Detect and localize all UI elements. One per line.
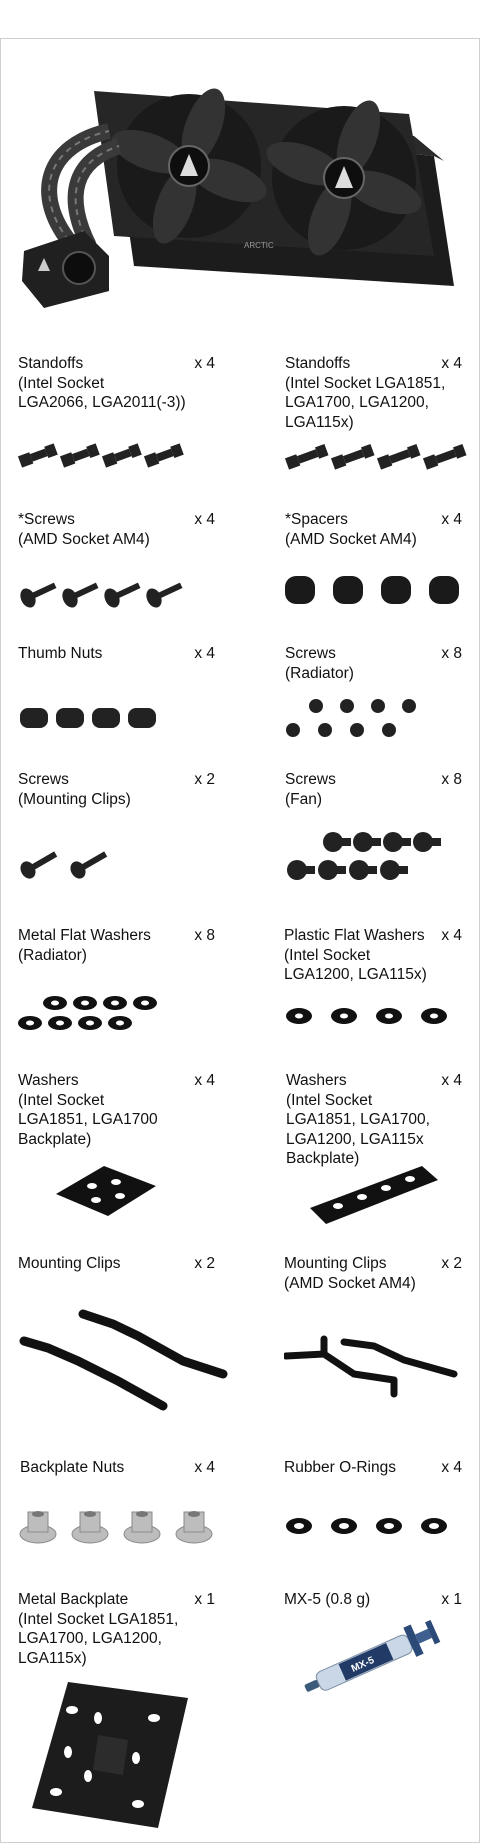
- item-quantity: x 1: [194, 1591, 215, 1608]
- item-title: Washers (Intel Socket LGA1851, LGA1700, LGA1200, LGA115x Backplate): [286, 1072, 430, 1167]
- strip-washer-image: [310, 1166, 440, 1224]
- mx5-syringe-image: [300, 1620, 450, 1700]
- fan-screws-image: [283, 828, 443, 884]
- item-quantity: x 4: [194, 1459, 215, 1476]
- item-quantity: x 2: [194, 771, 215, 788]
- item-plastic-flat-washers: [284, 926, 462, 991]
- metal-backplate-image: [28, 1680, 188, 1830]
- item-quantity: x 4: [441, 1072, 462, 1089]
- item-mounting-clips: [18, 1254, 215, 1279]
- item-quantity: x 4: [441, 511, 462, 528]
- item-title: Mounting Clips: [18, 1255, 121, 1272]
- item-title: Thumb Nuts: [18, 645, 103, 662]
- item-mx5-paste: [284, 1590, 462, 1615]
- item-quantity: x 4: [194, 511, 215, 528]
- square-washer-image: [56, 1166, 156, 1216]
- item-thumb-nuts: [18, 644, 215, 669]
- backplate-nuts-image: [18, 1506, 218, 1546]
- item-screws-fan: [285, 770, 462, 815]
- item-quantity: x 4: [441, 927, 462, 944]
- item-title: Standoffs (Intel Socket LGA2066, LGA2011(-3)): [18, 355, 186, 411]
- item-quantity: x 2: [441, 1255, 462, 1272]
- metal-washers-image: [18, 990, 168, 1036]
- standoffs-image: [283, 440, 468, 472]
- item-title: Backplate Nuts: [20, 1459, 125, 1476]
- item-standoffs-intel-1851: [285, 354, 462, 434]
- item-standoffs-intel-2066: [18, 354, 215, 434]
- item-screws-radiator: [285, 644, 462, 689]
- standoffs-image: [16, 440, 186, 470]
- item-quantity: x 8: [194, 927, 215, 944]
- spacers-image: [283, 572, 463, 608]
- item-quantity: x 4: [441, 355, 462, 372]
- o-rings-image: [284, 1514, 454, 1538]
- item-title: Washers (Intel Socket LGA1851, LGA1700 Backplate): [18, 1072, 158, 1148]
- thumb-nuts-image: [18, 704, 163, 732]
- item-title: MX-5 (0.8 g): [284, 1591, 371, 1608]
- item-backplate-nuts: [20, 1458, 215, 1483]
- item-title: Metal Backplate (Intel Socket LGA1851, LGA1700, LGA1200, LGA115x): [18, 1591, 179, 1667]
- item-quantity: x 8: [441, 771, 462, 788]
- item-rubber-o-rings: [284, 1458, 462, 1483]
- item-title: Rubber O-Rings: [284, 1459, 396, 1476]
- item-title: Screws (Mounting Clips): [18, 771, 131, 808]
- mounting-clips-image: [18, 1306, 228, 1416]
- item-spacers-amd: [285, 510, 462, 555]
- screws-image: [18, 570, 188, 610]
- item-quantity: x 4: [194, 355, 215, 372]
- item-quantity: x 2: [194, 1255, 215, 1272]
- item-quantity: x 4: [441, 1459, 462, 1476]
- item-title: Mounting Clips (AMD Socket AM4): [284, 1255, 416, 1292]
- item-quantity: x 8: [441, 645, 462, 662]
- item-screws-amd: [18, 510, 215, 555]
- radiator-screws-image: [283, 696, 423, 740]
- item-title: Screws (Fan): [285, 771, 336, 808]
- item-title: *Screws (AMD Socket AM4): [18, 511, 150, 548]
- item-title: Standoffs (Intel Socket LGA1851, LGA1700, LGA1200, LGA115x): [285, 355, 446, 431]
- item-quantity: x 4: [194, 645, 215, 662]
- clip-screws-image: [18, 846, 118, 882]
- item-title: *Spacers (AMD Socket AM4): [285, 511, 417, 548]
- item-metal-backplate: [18, 1590, 215, 1675]
- item-title: Plastic Flat Washers (Intel Socket LGA1200, LGA115x): [284, 927, 427, 983]
- item-title: Screws (Radiator): [285, 645, 354, 682]
- item-title: Metal Flat Washers (Radiator): [18, 927, 151, 964]
- item-mounting-clips-amd: [284, 1254, 462, 1299]
- amd-clips-image: [284, 1334, 462, 1414]
- item-quantity: x 4: [194, 1072, 215, 1089]
- item-washers-backplate-1851: [18, 1071, 215, 1156]
- item-washers-backplate-all: [286, 1071, 462, 1176]
- plastic-washers-image: [284, 1004, 454, 1028]
- brand-logo: ARCTIC: [244, 241, 274, 250]
- item-screws-mounting-clips: [18, 770, 215, 815]
- mx5-label: MX-5: [349, 1654, 377, 1675]
- item-quantity: x 1: [441, 1591, 462, 1608]
- aio-cooler-image: [14, 46, 464, 316]
- item-metal-flat-washers: [18, 926, 215, 971]
